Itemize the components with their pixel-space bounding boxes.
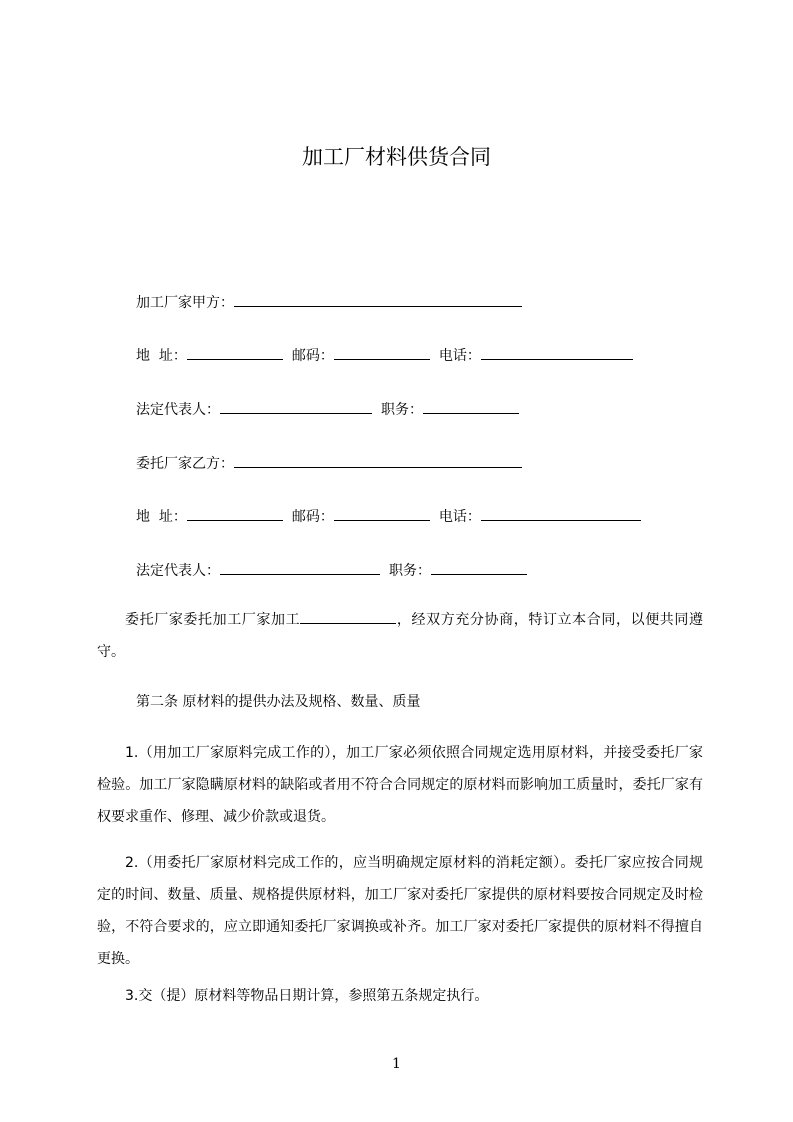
party-a-phone-blank[interactable] bbox=[481, 345, 633, 360]
party-b-contact-line bbox=[136, 506, 641, 527]
party-a-address-blank[interactable] bbox=[187, 345, 283, 360]
page-number: 1 bbox=[392, 1056, 401, 1072]
party-b-postcode-blank[interactable] bbox=[334, 506, 430, 521]
party-b-label: 委托厂家乙方： bbox=[136, 456, 234, 472]
article-2-clause-3: 3.交（提）原材料等物品日期计算，参照第五条规定执行。 bbox=[125, 988, 489, 1004]
party-a-rep-line bbox=[136, 399, 519, 420]
party-b-name-blank[interactable] bbox=[234, 453, 522, 468]
party-a-phone-label: 电话： bbox=[438, 348, 481, 364]
article-2-heading: 第二条 原材料的提供办法及规格、数量、质量 bbox=[136, 694, 421, 710]
party-a-contact-line bbox=[136, 345, 633, 366]
party-b-position-blank[interactable] bbox=[431, 560, 527, 575]
party-a-position-blank[interactable] bbox=[423, 399, 519, 414]
intro-text-before: 委托厂家委托加工厂家加工 bbox=[125, 612, 301, 628]
party-b-rep-blank[interactable] bbox=[220, 560, 380, 575]
party-b-address-blank[interactable] bbox=[187, 506, 283, 521]
party-b-postcode-label: 邮码： bbox=[291, 509, 334, 525]
party-b-rep-line bbox=[136, 560, 527, 581]
intro-paragraph bbox=[97, 604, 703, 668]
party-a-position-label: 职务： bbox=[381, 402, 423, 418]
party-b-phone-blank[interactable] bbox=[481, 506, 641, 521]
document-title: 加工厂材料供货合同 bbox=[302, 145, 491, 169]
intro-text-after: ，经双方充分协商，特订立本合同，以便共同遵守。 bbox=[97, 612, 704, 660]
intro-product-blank[interactable] bbox=[300, 609, 396, 624]
party-a-rep-label: 法定代表人： bbox=[136, 402, 220, 418]
article-2-clause-1: 1.（用加工厂家原料完成工作的），加工厂家必须依照合同规定选用原材料，并接受委托厂家检验。加工厂家隐瞒原材料的缺陷或者用不符合合同规定的原材料而影响加工质量时，委托厂家有权要求重作、修理、减少价款或退货。 bbox=[97, 745, 703, 825]
party-a-postcode-label: 邮码： bbox=[291, 348, 334, 364]
article-2-clause-2: 2.（用委托厂家原材料完成工作的，应当明确规定原材料的消耗定额）。委托厂家应按合同规定的时间、数量、质量、规格提供原材料，加工厂家对委托厂家提供的原材料要按合同规定及时检验，不符合要求的，应立即通知委托厂家调换或补齐。加工厂家对委托厂家提供的原材料不得擅自更换。 bbox=[97, 855, 703, 967]
party-a-name-blank[interactable] bbox=[234, 292, 522, 307]
party-a-label: 加工厂家甲方： bbox=[136, 295, 234, 311]
party-a-postcode-blank[interactable] bbox=[334, 345, 430, 360]
party-b-phone-label: 电话： bbox=[438, 509, 481, 525]
party-a-line bbox=[136, 292, 522, 313]
party-a-rep-blank[interactable] bbox=[220, 399, 372, 414]
party-b-rep-label: 法定代表人： bbox=[136, 563, 220, 579]
party-a-address-label: 地 址： bbox=[136, 348, 187, 364]
party-b-position-label: 职务： bbox=[389, 563, 431, 579]
party-b-line bbox=[136, 453, 522, 474]
party-b-address-label: 地 址： bbox=[136, 509, 187, 525]
